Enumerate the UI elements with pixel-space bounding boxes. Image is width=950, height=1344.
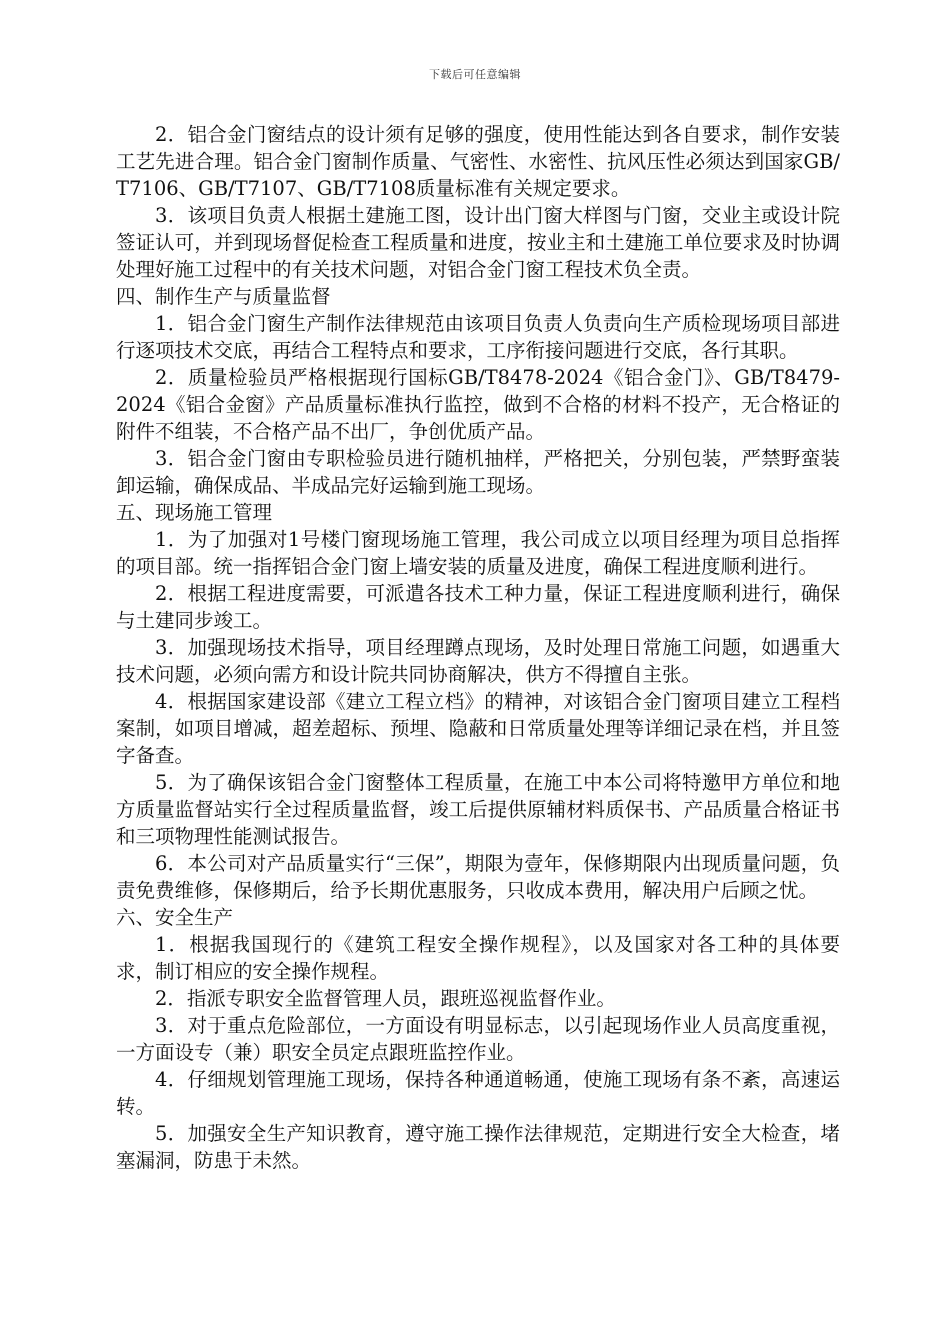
- paragraph-site-6: 6．本公司对产品质量实行“三保”，期限为壹年，保修期限内出现质量问题，负责免费维修，保修期后，给予长期优惠服务，只收成本费用，解决用户后顾之忧。: [116, 852, 840, 902]
- paragraph-production-3: 3．铝合金门窗由专职检验员进行随机抽样，严格把关，分别包装，严禁野蛮装卸运输，确保成品、半成品完好运输到施工现场。: [116, 447, 840, 497]
- paragraph-safety-3: 3．对于重点危险部位，一方面设有明显标志，以引起现场作业人员高度重视，一方面设专（兼）职安全员定点跟班监控作业。: [116, 1014, 840, 1064]
- paragraph-safety-2: 2．指派专职安全监督管理人员，跟班巡视监督作业。: [155, 987, 616, 1010]
- paragraph-production-1: 1．铝合金门窗生产制作法律规范由该项目负责人负责向生产质检现场项目部进行逐项技术交底，再结合工程特点和要求，工序衔接问题进行交底，各行其职。: [116, 312, 840, 362]
- paragraph-3-project-lead: 3．该项目负责人根据土建施工图，设计出门窗大样图与门窗，交业主或设计院签证认可，并到现场督促检查工程质量和进度，按业主和土建施工单位要求及时协调处理好施工过程中的有关技术问题，对铝合金门窗工程技术负全责。: [116, 204, 840, 281]
- paragraph-safety-5: 5．加强安全生产知识教育，遵守施工操作法律规范，定期进行安全大检查，堵塞漏洞，防患于未然。: [116, 1122, 840, 1172]
- section-heading-4: 四、制作生产与质量监督: [116, 285, 331, 308]
- page-header-note: 下载后可任意编辑: [429, 68, 521, 81]
- section-heading-5: 五、现场施工管理: [116, 501, 273, 524]
- paragraph-site-5: 5．为了确保该铝合金门窗整体工程质量，在施工中本公司将特邀甲方单位和地方质量监督站实行全过程质量监督，竣工后提供原辅材料质保书、产品质量合格证书和三项物理性能测试报告。: [116, 771, 840, 848]
- paragraph-production-2: 2．质量检验员严格根据现行国标GB/T8478-2024《铝合金门》、GB/T8479-2024《铝合金窗》产品质量标准执行监控，做到不合格的材料不投产，无合格证的附件不组装，不合格产品不出厂，争创优质产品。: [116, 366, 840, 443]
- document-body: [116, 121, 840, 1174]
- paragraph-site-3: 3．加强现场技术指导，项目经理蹲点现场，及时处理日常施工问题，如遇重大技术问题，必须向需方和设计院共同协商解决，供方不得擅自主张。: [116, 636, 840, 686]
- paragraph-2-node-design: 2．铝合金门窗结点的设计须有足够的强度，使用性能达到各自要求，制作安装工艺先进合理。铝合金门窗制作质量、气密性、水密性、抗风压性必须达到国家GB/T7106、GB/T7107、GB/T7108质量标准有关规定要求。: [116, 123, 840, 200]
- paragraph-site-2: 2．根据工程进度需要，可派遣各技术工种力量，保证工程进度顺利进行，确保与土建同步竣工。: [116, 582, 840, 632]
- paragraph-safety-1: 1．根据我国现行的《建筑工程安全操作规程》，以及国家对各工种的具体要求，制订相应的安全操作规程。: [116, 933, 840, 983]
- paragraph-site-1: 1．为了加强对1号楼门窗现场施工管理，我公司成立以项目经理为项目总指挥的项目部。统一指挥铝合金门窗上墙安装的质量及进度，确保工程进度顺利进行。: [116, 528, 840, 578]
- paragraph-site-4: 4．根据国家建设部《建立工程立档》的精神，对该铝合金门窗项目建立工程档案制，如项目增减，超差超标、预埋、隐蔽和日常质量处理等详细记录在档，并且签字备查。: [116, 690, 840, 767]
- paragraph-safety-4: 4．仔细规划管理施工现场，保持各种通道畅通，使施工现场有条不紊，高速运转。: [116, 1068, 840, 1118]
- section-heading-6: 六、安全生产: [116, 906, 234, 929]
